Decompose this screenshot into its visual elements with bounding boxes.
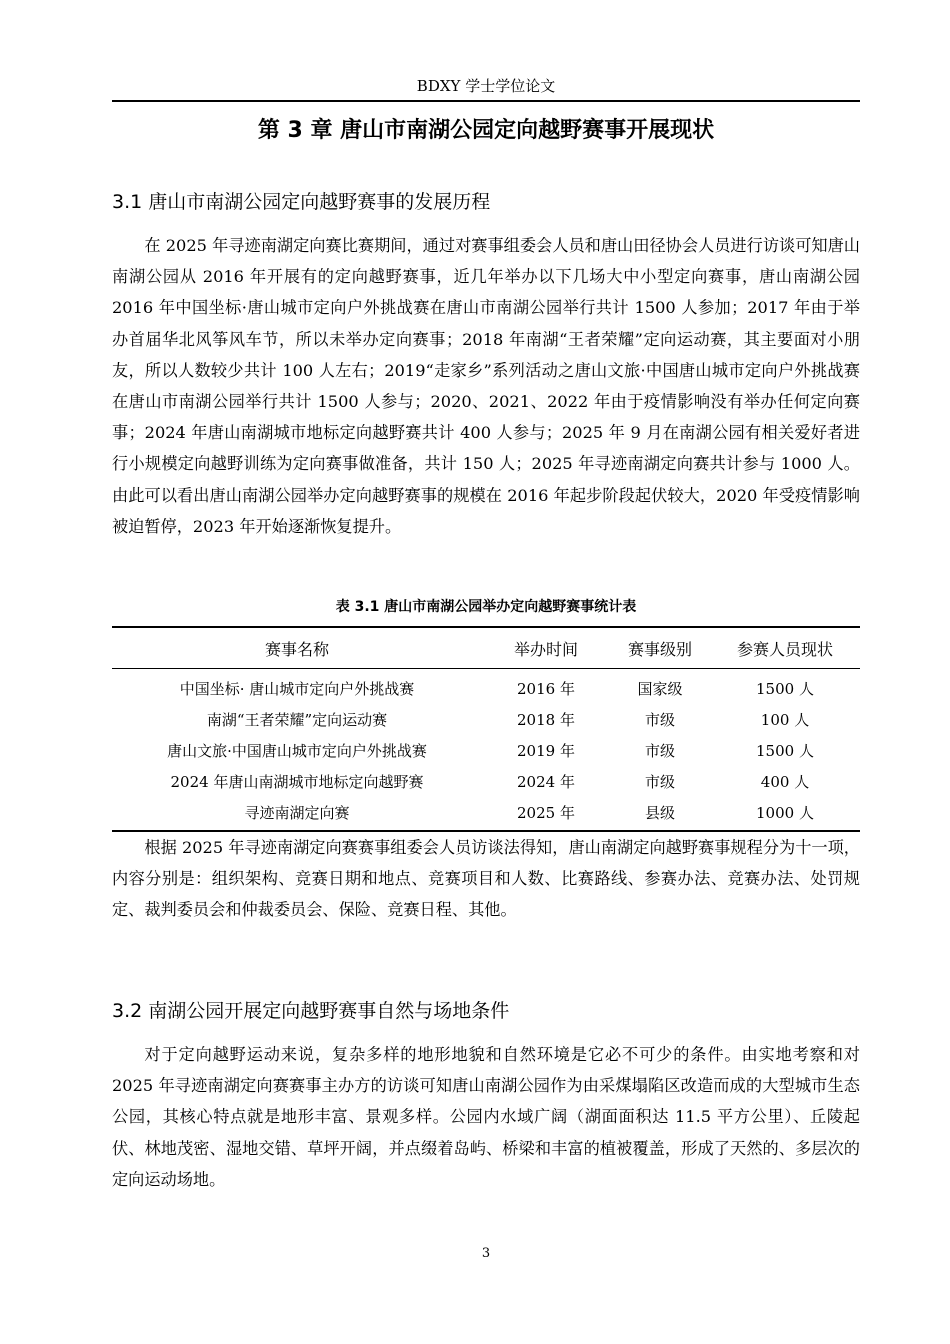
table-header-row [112,627,860,669]
table-row [112,704,860,735]
table-cell: 1000 人 [710,797,860,831]
table-row [112,735,860,766]
table-cell: 县级 [610,797,710,831]
table-cell: 寻迹南湖定向赛 [112,797,482,831]
table-cell: 2018 年 [517,711,575,729]
table-cell: 2019 年 [517,742,575,760]
column-header: 参赛人员现状 [710,627,860,669]
body-paragraph: 对于定向越野运动来说，复杂多样的地形地貌和自然环境是它必不可少的条件。由实地考察和对 2025 年寻迹南湖定向赛赛事主办方的访谈可知唐山南湖公园作为由采煤塌陷区改造而成的大型城市生态公园，其核心特点就是地形丰富、景观多样。公园内水域广阔（湖面面积达 11.5 平方公里）、丘陵起伏、林地茂密、湿地交错、草坪开阔，并点缀着岛屿、桥梁和丰富的植被覆盖，形成了天然的、多层次的定向运动场地。 [112,1045,860,1189]
table-cell: 南湖“王者荣耀”定向运动赛 [206,711,388,729]
running-header: BDXY 学士学位论文 [416,77,556,95]
body-paragraph: 在 2025 年寻迹南湖定向赛比赛期间，通过对赛事组委会人员和唐山田径协会人员进行访谈可知唐山南湖公园从 2016 年开展有的定向越野赛事，近几年举办以下几场大中小型定向赛事，唐山南湖公园 2016 年中国坐标·唐山城市定向户外挑战赛在唐山市南湖公园举行共计 1500 人参加；2017 年由于举办首届华北风筝风车节，所以未举办定向赛事；2018 年南湖“王者荣耀”定向运动赛，其主要面对小朋友，所以人数较少共计 100 人左右；2019“走家乡”系列活动之唐山文旅·中国唐山城市定向户外挑战赛在唐山市南湖公园举行共计 1500 人参与；2020、2021、2022 年由于疫情影响没有举办任何定向赛事；2024 年唐山南湖城市地标定向越野赛共计 400 人参与；2025 年 9 月在南湖公园有相关爱好者进行小规模定向越野训练为定向赛事做准备，共计 150 人；2025 年寻迹南湖定向赛共计参与 1000 人。由此可以看出唐山南湖公园举办定向越野赛事的规模在 2016 年起步阶段起伏较大，2020 年受疫情影响被迫暂停，2023 年开始逐渐恢复提升。 [112,236,860,536]
table-cell: 2024 年唐山南湖城市地标定向越野赛 [170,773,424,791]
table-cell: 国家级 [637,680,683,698]
table-row [112,669,860,705]
table-cell: 400 人 [760,773,810,791]
table-cell: 2025 年 [482,797,610,831]
table-cell: 中国坐标· 唐山城市定向户外挑战赛 [179,680,415,698]
column-header: 赛事名称 [112,627,482,669]
table-cell: 2024 年 [517,773,575,791]
body-paragraph: 根据 2025 年寻迹南湖定向赛赛事组委会人员访谈法得知，唐山南湖定向越野赛事规程分为十一项，内容分别是：组织架构、竞赛日期和地点、竞赛项目和人数、比赛路线、参赛办法、竞赛办法、处罚规定、裁判委员会和仲裁委员会、保险、竞赛日程、其他。 [112,838,860,920]
table-cell: 1500 人 [756,742,814,760]
table-cell: 100 人 [760,711,810,729]
table-cell: 市级 [644,711,675,729]
table-row [112,766,860,797]
column-header: 举办时间 [482,627,610,669]
header-rule [112,100,860,102]
table-cell: 唐山文旅·中国唐山城市定向户外挑战赛 [167,742,427,760]
section-title-3-1: 3.1 唐山市南湖公园定向越野赛事的发展历程 [112,191,491,213]
table-cell: 2016 年 [517,680,575,698]
table-cell: 市级 [644,742,675,760]
section-title-3-2: 3.2 南湖公园开展定向越野赛事自然与场地条件 [112,1000,510,1022]
table-caption: 表 3.1 唐山市南湖公园举办定向越野赛事统计表 [335,599,637,615]
column-header: 赛事级别 [610,627,710,669]
events-table [112,626,860,832]
table-row [112,797,860,831]
table-cell: 1500 人 [756,680,814,698]
chapter-title: 第 3 章 唐山市南湖公园定向越野赛事开展现状 [257,118,715,143]
table-cell: 市级 [644,773,675,791]
page-number: 3 [481,1246,491,1261]
